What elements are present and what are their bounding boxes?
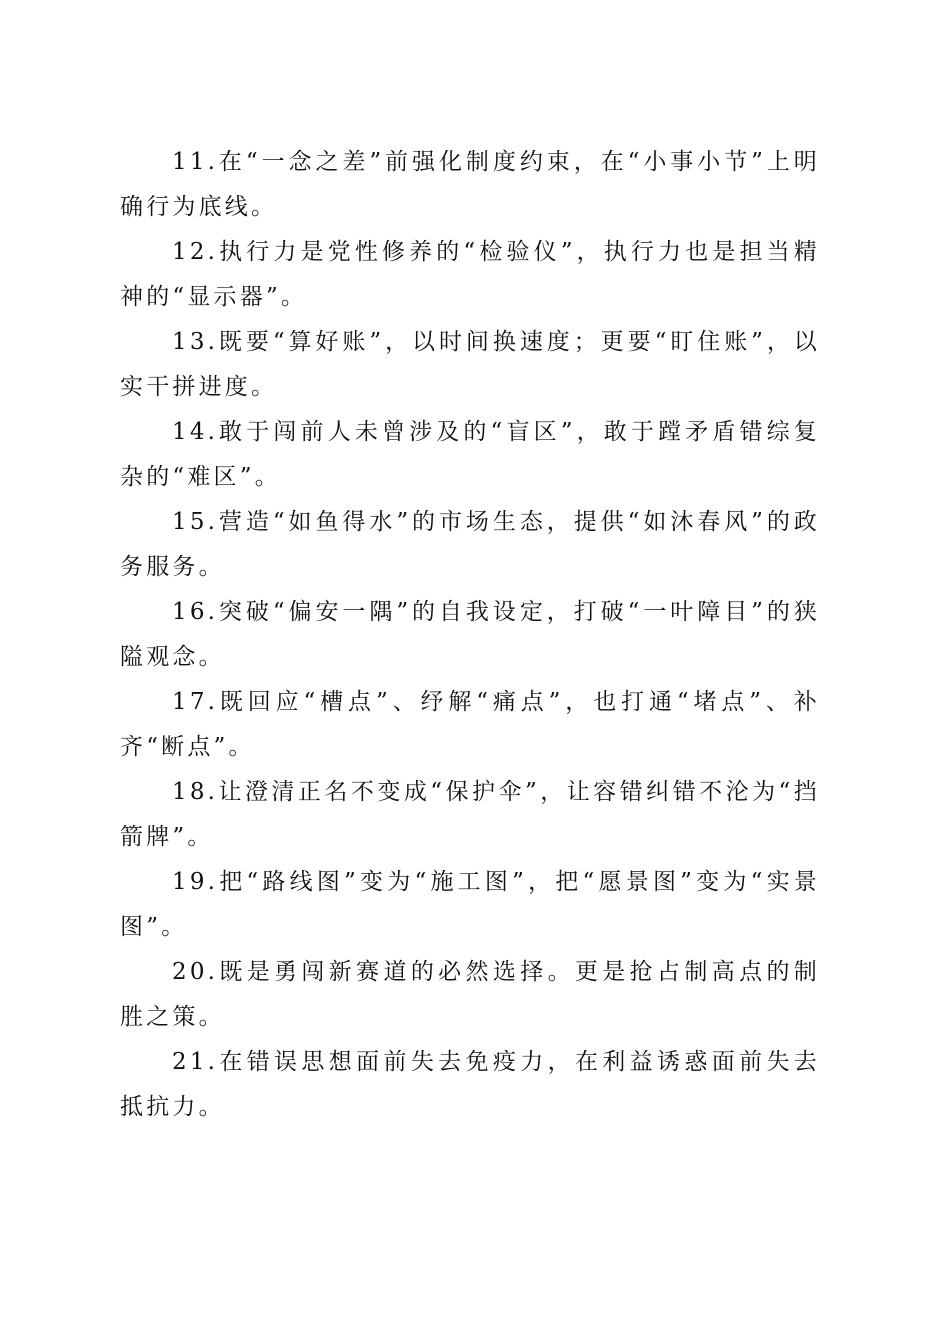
- list-item: 17.既回应“槽点”、纾解“痛点”，也打通“堵点”、补齐“断点”。: [120, 689, 820, 760]
- list-item: 20.既是勇闯新赛道的必然选择。更是抢占制高点的制胜之策。: [120, 959, 820, 1030]
- list-item: 19.把“路线图”变为“施工图”，把“愿景图”变为“实景图”。: [120, 869, 820, 940]
- document-body: [120, 140, 820, 1130]
- list-item: 12.执行力是党性修养的“检验仪”，执行力也是担当精神的“显示器”。: [120, 239, 820, 310]
- list-item: 21.在错误思想面前失去免疫力，在利益诱惑面前失去抵抗力。: [120, 1049, 820, 1120]
- list-item: 11.在“一念之差”前强化制度约束，在“小事小节”上明确行为底线。: [120, 149, 820, 220]
- list-item: 13.既要“算好账”，以时间换速度；更要“盯住账”，以实干拼进度。: [120, 329, 820, 400]
- list-item: 18.让澄清正名不变成“保护伞”，让容错纠错不沦为“挡箭牌”。: [120, 779, 820, 850]
- list-item: 15.营造“如鱼得水”的市场生态，提供“如沐春风”的政务服务。: [120, 509, 820, 580]
- list-item: 14.敢于闯前人未曾涉及的“盲区”，敢于蹚矛盾错综复杂的“难区”。: [120, 419, 820, 490]
- list-item: 16.突破“偏安一隅”的自我设定，打破“一叶障目”的狭隘观念。: [120, 599, 820, 670]
